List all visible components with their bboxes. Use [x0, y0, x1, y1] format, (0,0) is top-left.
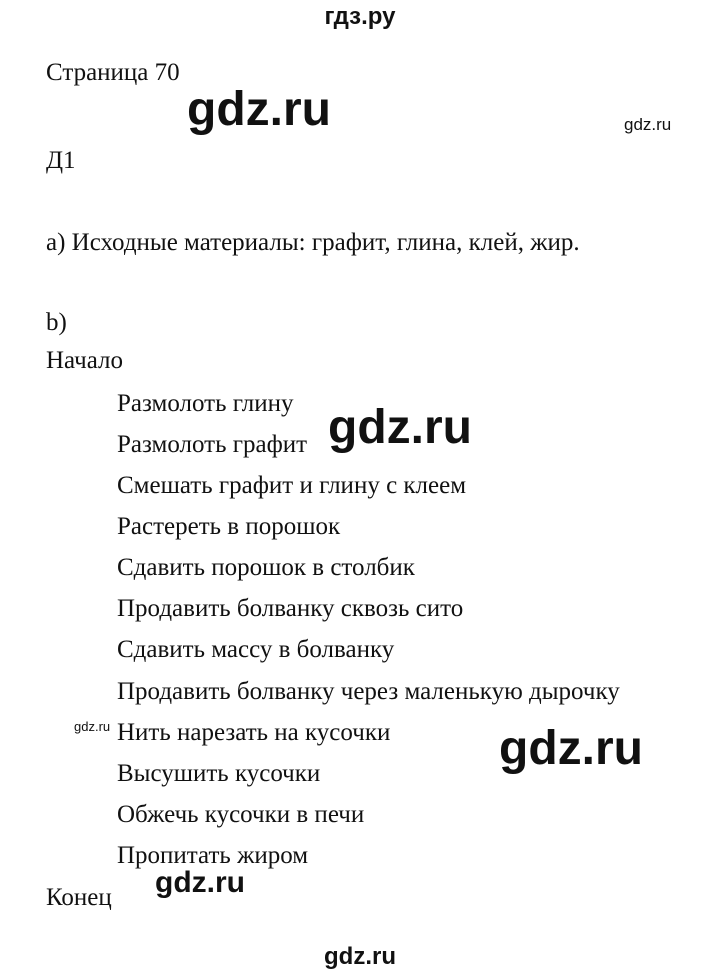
watermark-small-left: gdz.ru [74, 719, 111, 734]
step-5: Сдавить порошок в столбик [117, 554, 415, 581]
task-label: Д1 [46, 147, 76, 174]
page-label: Страница 70 [46, 59, 180, 86]
step-11: Обжечь кусочки в печи [117, 801, 365, 828]
start-label: Начало [46, 347, 124, 374]
step-1: Размолоть глину [117, 390, 294, 417]
watermark-large-middle: gdz.ru [328, 401, 472, 454]
watermark-large-top: gdz.ru [187, 83, 331, 136]
watermark-medium: gdz.ru [155, 866, 245, 899]
step-6: Продавить болванку сквозь сито [117, 595, 464, 622]
step-9: Нить нарезать на кусочки [117, 719, 391, 746]
site-header: гдз.ру [324, 3, 396, 30]
watermark-small-right: gdz.ru [624, 115, 672, 134]
part-a-text: а) Исходные материалы: графит, глина, клей, жир. [46, 229, 580, 256]
step-10: Высушить кусочки [117, 760, 321, 787]
step-3: Смешать графит и глину с клеем [117, 472, 467, 499]
step-4: Растереть в порошок [117, 513, 341, 540]
watermark-large-bottom: gdz.ru [499, 722, 643, 775]
part-b-label: b) [46, 309, 67, 336]
step-8: Продавить болванку через маленькую дырочку [117, 678, 620, 705]
end-label: Конец [46, 884, 112, 911]
step-2: Размолоть графит [117, 431, 308, 458]
step-7: Сдавить массу в болванку [117, 636, 395, 663]
step-12: Пропитать жиром [117, 842, 309, 869]
watermark-footer: gdz.ru [324, 943, 396, 970]
